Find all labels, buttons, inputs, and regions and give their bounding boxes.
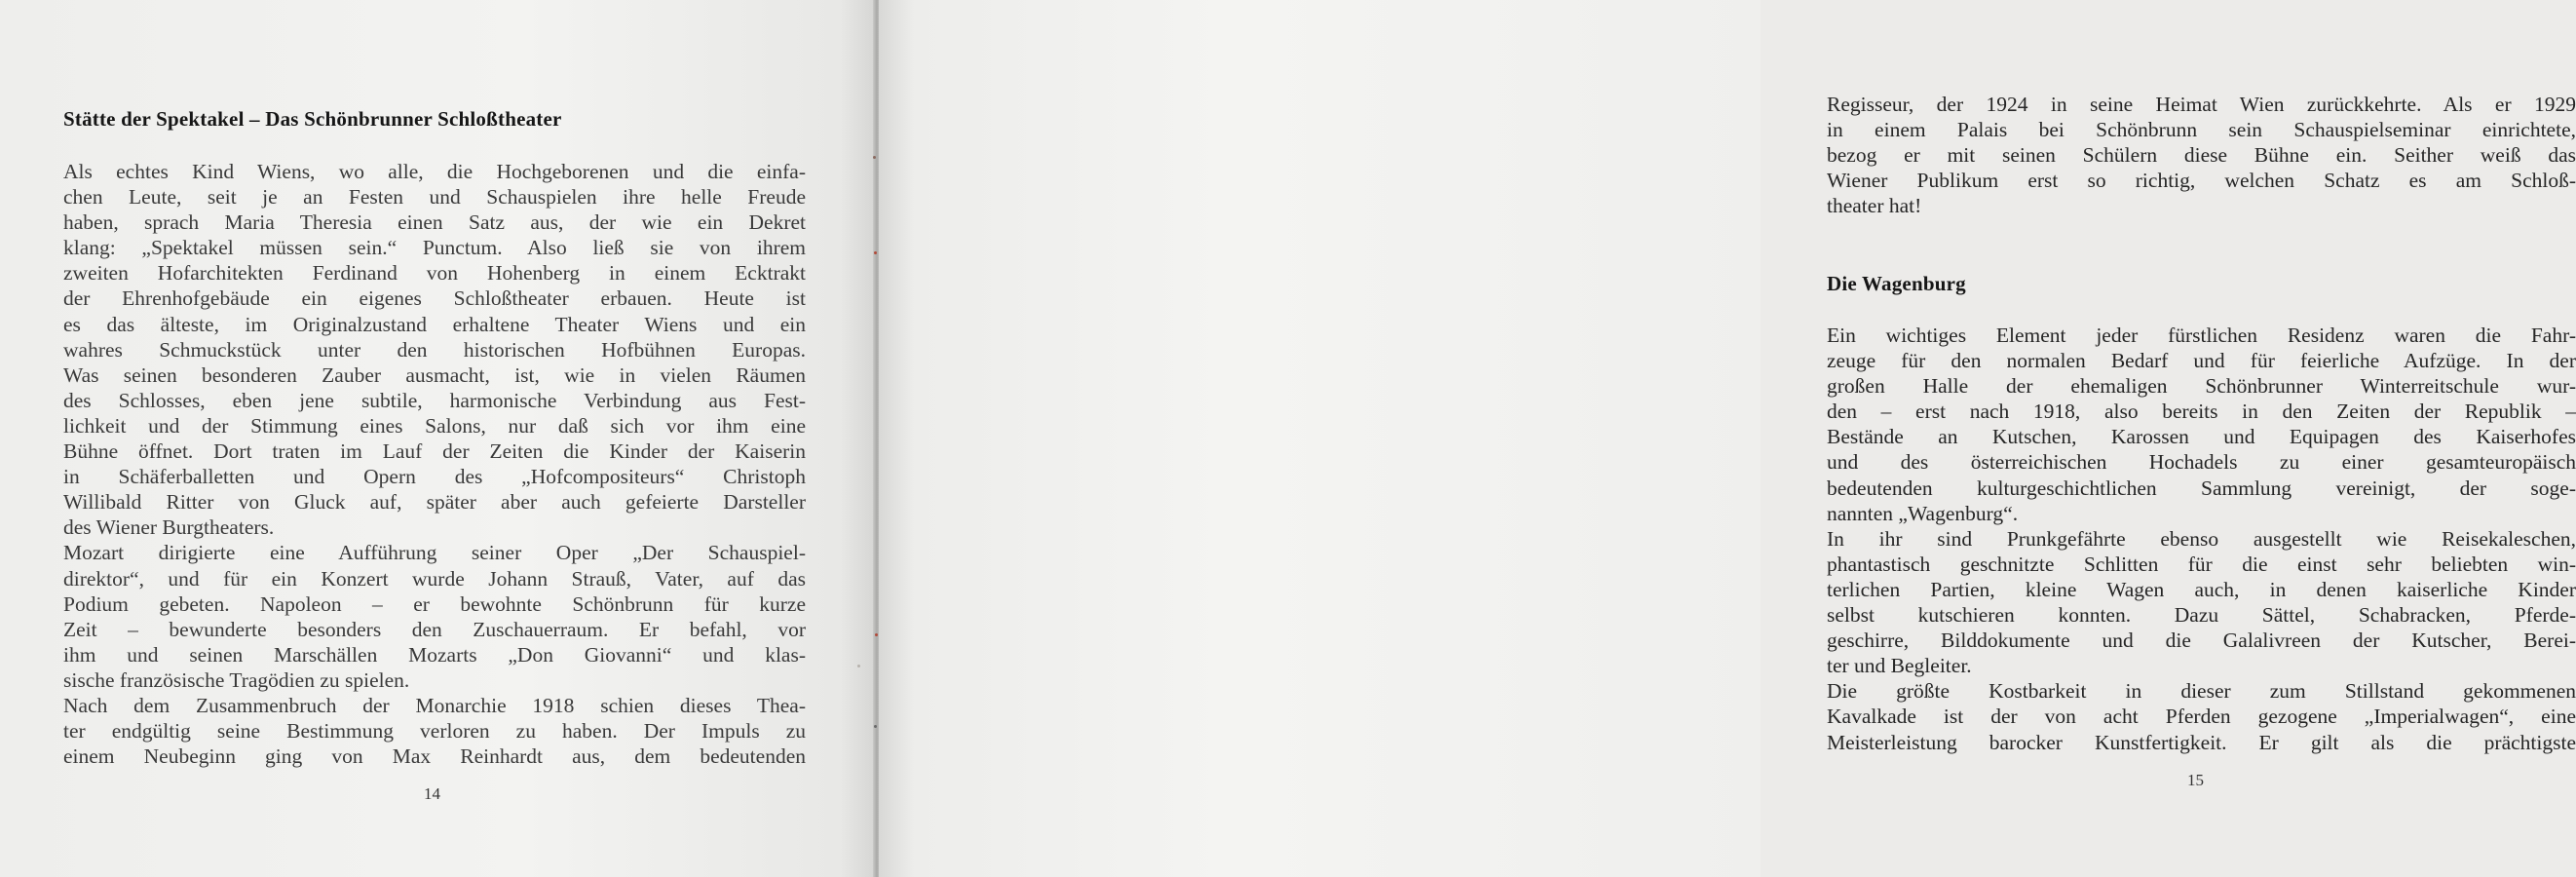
text-line: zeuge für den normalen Bedarf und für feierliche Aufzüge. In der (1827, 349, 2576, 373)
text-line: Zeit – bewunderte besonders den Zuschauerraum. Er befahl, vor (63, 617, 806, 641)
text-line: den – erst nach 1918, also bereits in den Zeiten der Republik – (1827, 400, 2576, 424)
text-line: In ihr sind Prunkgefährte ebenso ausgestellt wie Reisekaleschen, (1827, 526, 2576, 551)
text-line: wahres Schmuckstück unter den historischen Hofbühnen Europas. (63, 337, 806, 362)
text-line: terlichen Partien, kleine Wagen auch, in denen kaiserliche Kinder (1827, 577, 2576, 601)
text-line: der Ehrenhofgebäude ein eigenes Schloßtheater erbauen. Heute ist (63, 286, 806, 311)
text-line: ter endgültig seine Bestimmung verloren zu haben. Der Impuls zu (63, 719, 806, 744)
text-line: theater hat! (1827, 194, 1922, 218)
text-line: Bühne öffnet. Dort traten im Lauf der Zeiten die Kinder der Kaiserin (63, 439, 806, 464)
left-page (0, 0, 875, 877)
text-line: klang: „Spektakel müssen sein.“ Punctum. Also ließ sie von ihrem (63, 236, 806, 260)
text-line: bedeutenden kulturgeschichtlichen Sammlung vereinigt, der soge- (1827, 476, 2576, 500)
left-body-text (63, 159, 806, 769)
text-line: ter und Begleiter. (1827, 654, 1972, 678)
right-page (879, 0, 2576, 877)
text-line: chen Leute, seit je an Festen und Schauspielen ihre helle Freude (63, 185, 806, 210)
text-line: selbst kutschieren konnten. Dazu Sättel, Schabracken, Pferde- (1827, 603, 2576, 628)
section-heading-schlosstheater: Stätte der Spektakel – Das Schönbrunner Schloßtheater (63, 107, 562, 131)
page-number-right: 15 (2187, 771, 2204, 789)
text-line: Nach dem Zusammenbruch der Monarchie 1918 schien dieses Thea- (63, 693, 806, 717)
text-line: Podium gebeten. Napoleon – er bewohnte Schönbrunn für kurze (63, 591, 806, 616)
text-line: direktor“, und für ein Konzert wurde Johann Strauß, Vater, auf das (63, 566, 806, 591)
text-line: lichkeit und der Stimmung eines Salons, nur daß sich vor ihm eine (63, 413, 806, 438)
text-line: großen Halle der ehemaligen Schönbrunner Winterreitschule wur- (1827, 374, 2576, 399)
text-line: es das älteste, im Originalzustand erhaltene Theater Wiens und ein (63, 312, 806, 336)
text-line: Regisseur, der 1924 in seine Heimat Wien zurückkehrte. Als er 1929 (1827, 93, 2576, 116)
paper-speck (857, 665, 860, 667)
text-line: zweiten Hofarchitekten Ferdinand von Hohenberg in einem Ecktrakt (63, 261, 806, 286)
section-heading-wagenburg: Die Wagenburg (1827, 272, 1966, 295)
text-line: des Wiener Burgtheaters. (63, 515, 275, 540)
text-line: Was seinen besonderen Zauber ausmacht, ist, wie in vielen Räumen (63, 362, 806, 387)
text-line: Die größte Kostbarkeit in dieser zum Stillstand gekommenen (1827, 679, 2576, 704)
right-body-text (1827, 323, 2576, 755)
text-line: und des österreichischen Hochadels zu einer gesamteuropäisch (1827, 450, 2576, 475)
text-line: Als echtes Kind Wiens, wo alle, die Hochgeborenen und die einfa- (63, 160, 806, 183)
text-line: bezog er mit seinen Schülern diese Bühne ein. Seither weiß das (1827, 143, 2576, 168)
text-line: Meisterleistung barocker Kunstfertigkeit. Er gilt als die prächtigste (1827, 730, 2576, 754)
text-line: des Schlosses, eben jene subtile, harmonische Verbindung aus Fest- (63, 388, 806, 412)
paper-speck (875, 633, 878, 636)
page-number-left: 14 (424, 784, 440, 803)
text-line: ihm und seinen Marschällen Mozarts „Don Giovanni“ und klas- (63, 642, 806, 667)
paper-speck (874, 251, 877, 254)
text-line: Willibald Ritter von Gluck auf, später aber auch gefeierte Darsteller (63, 490, 806, 515)
text-line: in Schäferballetten und Opern des „Hofcompositeurs“ Christoph (63, 465, 806, 489)
text-line: Bestände an Kutschen, Karossen und Equipagen des Kaiserhofes (1827, 425, 2576, 449)
text-line: Kavalkade ist der von acht Pferden gezogene „Imperialwagen“, eine (1827, 705, 2576, 729)
text-line: sische französische Tragödien zu spielen. (63, 667, 410, 692)
paper-speck (873, 156, 876, 159)
text-line: haben, sprach Maria Theresia einen Satz aus, der wie ein Dekret (63, 210, 806, 235)
text-line: Mozart dirigierte eine Aufführung seiner Oper „Der Schauspiel- (63, 541, 806, 565)
text-line: nannten „Wagenburg“. (1827, 501, 2019, 525)
text-line: einem Neubeginn ging von Max Reinhardt aus, dem bedeutenden (63, 744, 806, 769)
text-line: phantastisch geschnitzte Schlitten für die einst sehr beliebten win- (1827, 552, 2576, 576)
right-intro-text (1827, 92, 2576, 218)
text-line: in einem Palais bei Schönbrunn sein Schauspielseminar einrichtete, (1827, 118, 2576, 142)
text-line: Ein wichtiges Element jeder fürstlichen Residenz waren die Fahr- (1827, 324, 2576, 347)
paper-speck (874, 725, 877, 728)
text-line: geschirre, Bilddokumente und die Galalivreen der Kutscher, Berei- (1827, 629, 2576, 653)
text-line: Wiener Publikum erst so richtig, welchen Schatz es am Schloß- (1827, 169, 2576, 193)
